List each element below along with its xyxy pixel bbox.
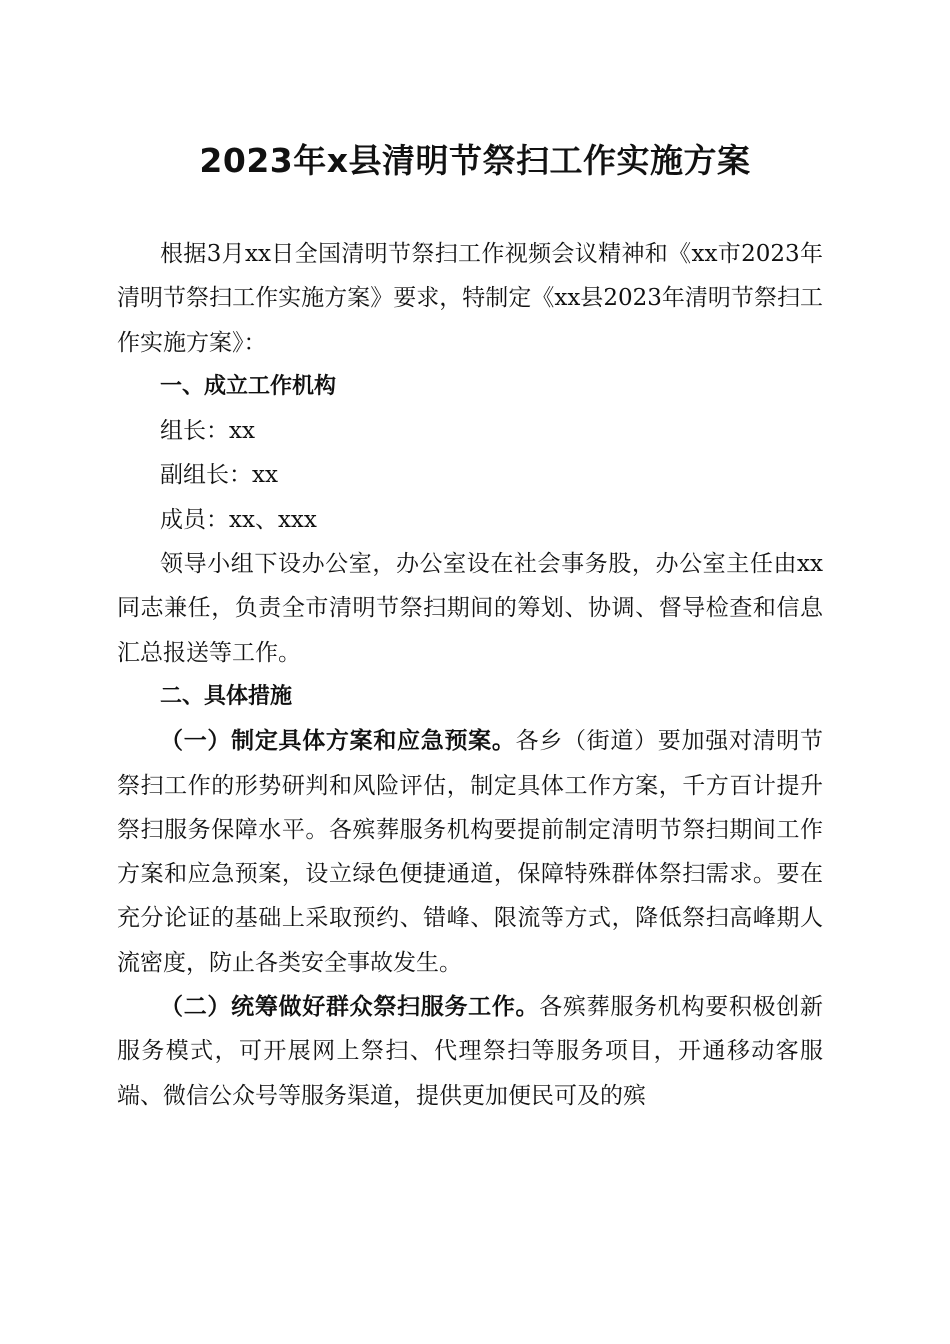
measure-2-text: 各殡葬服务机构要积极创新服务模式，可开展网上祭扫、代理祭扫等服务项目，开通移动客服端、微信公众号等服务渠道，提供更加便民可及的殡: [117, 994, 824, 1109]
intro-paragraph: 根据3月xx日全国清明节祭扫工作视频会议精神和《xx市2023年清明节祭扫工作实施方案》要求，特制定《xx县2023年清明节祭扫工作实施方案》：: [117, 241, 823, 356]
office-paragraph: 领导小组下设办公室，办公室设在社会事务股，办公室主任由xx同志兼任，负责全市清明节祭扫期间的筹划、协调、督导检查和信息汇总报送等工作。: [117, 551, 823, 666]
section-heading-2: 二、具体措施: [160, 683, 293, 709]
document-body: [117, 232, 823, 1118]
measure-paragraph-2: [117, 985, 823, 1118]
section-heading-1: 一、成立工作机构: [160, 373, 337, 399]
measure-1-text: 各乡（街道）要加强对清明节祭扫工作的形势研判和风险评估，制定具体工作方案，千方百计提升祭扫服务保障水平。各殡葬服务机构要提前制定清明节祭扫期间工作方案和应急预案，设立绿色便捷通道，保障特殊群体祭扫需求。要在充分论证的基础上采取预约、错峰、限流等方式，降低祭扫高峰期人流密度，防止各类安全事故发生。: [117, 728, 824, 976]
measure-2-lead: （二）统筹做好群众祭扫服务工作。: [160, 993, 540, 1021]
group-leader-line: 组长：xx: [160, 418, 255, 445]
measure-paragraph-1: [117, 719, 823, 985]
document-title: 2023年x县清明节祭扫工作实施方案: [199, 141, 751, 180]
measure-1-lead: （一）制定具体方案和应急预案。: [160, 727, 516, 755]
members-line: 成员：xx、xxx: [160, 506, 317, 533]
deputy-leader-line: 副组长：xx: [160, 462, 278, 489]
